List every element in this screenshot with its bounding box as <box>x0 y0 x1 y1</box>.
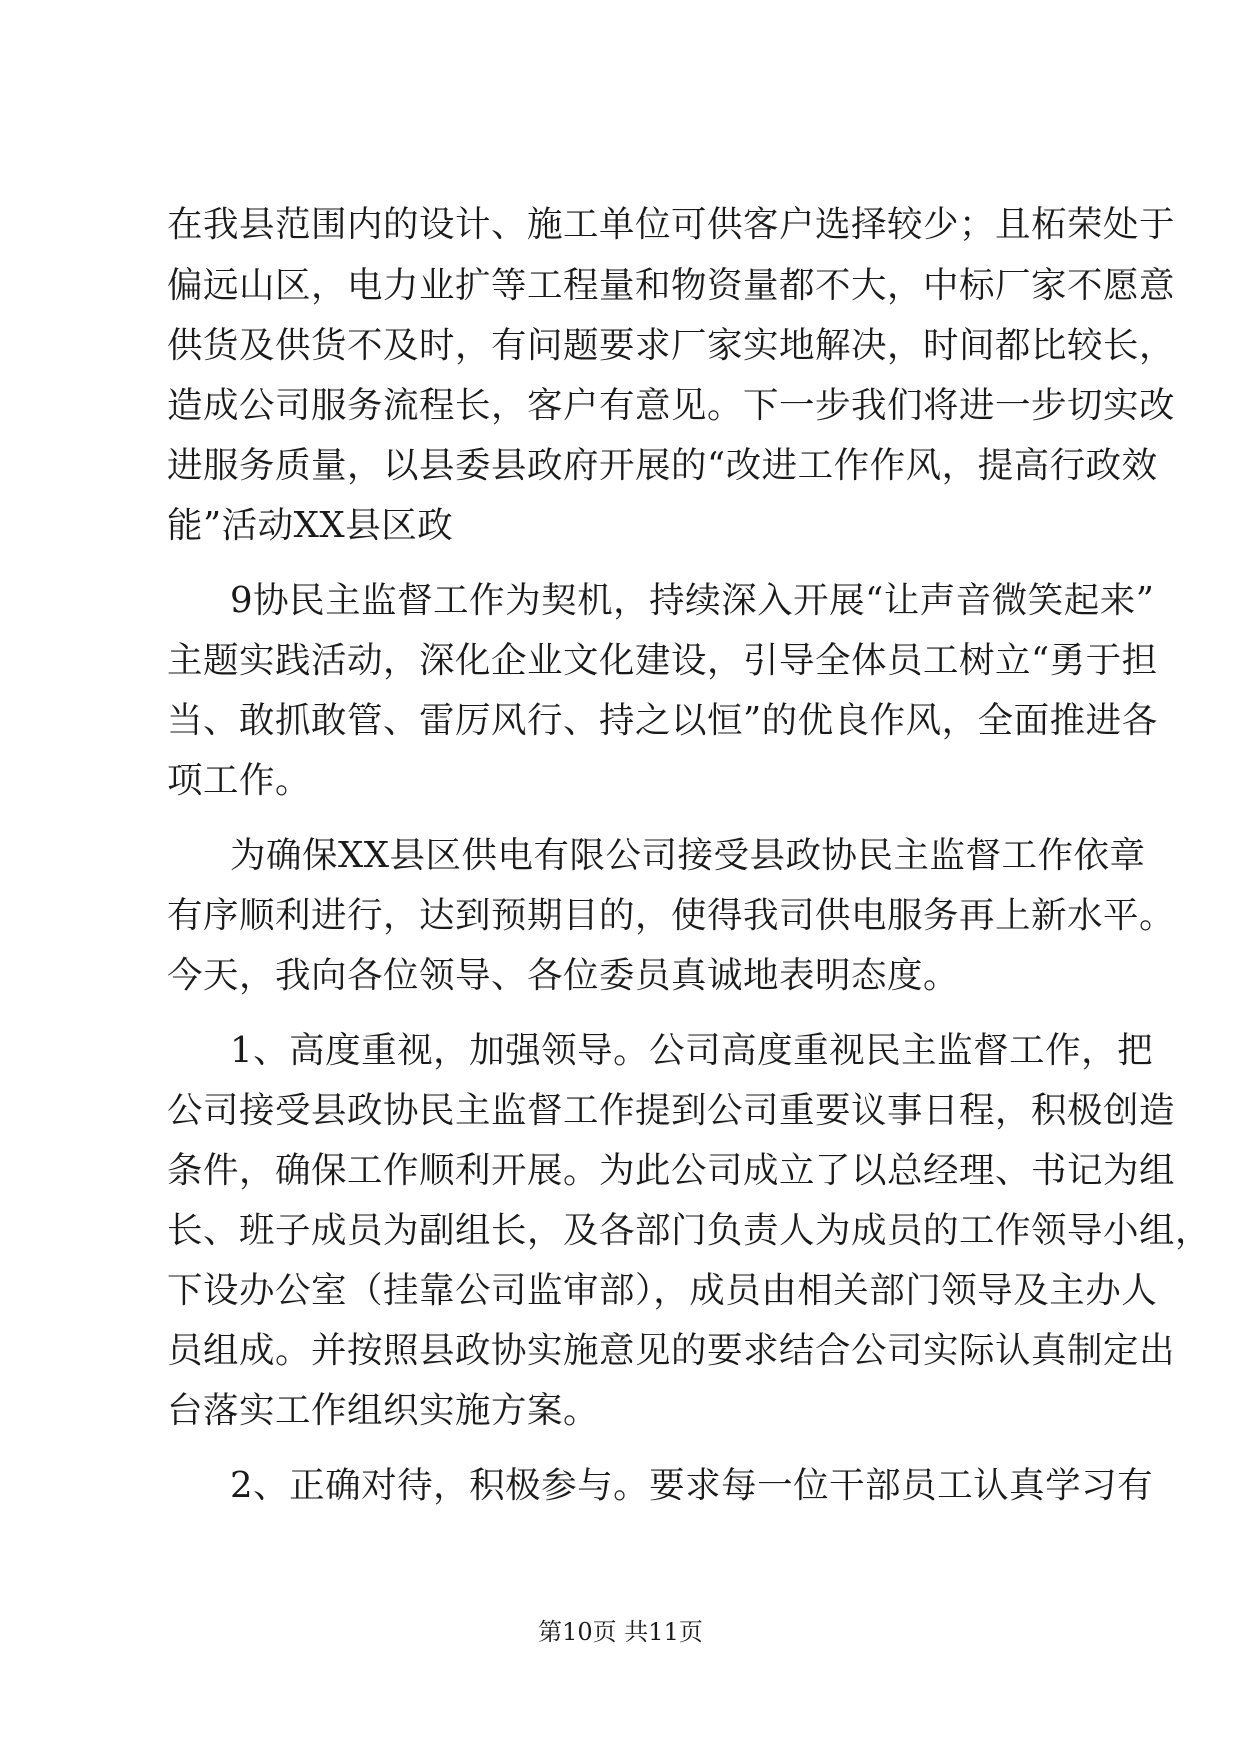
text-line: 下设办公室（挂靠公司监审部），成员由相关部门领导及主办人 <box>167 1270 1158 1311</box>
paragraph-first-line: 2、正确对待，积极参与。要求每一位干部员工认真学习有 <box>230 1465 1154 1506</box>
text-line: 员组成。并按照县政协实施意见的要求结合公司实际认真制定出 <box>167 1330 1176 1371</box>
text-line: 偏远山区，电力业扩等工程量和物资量都不大，中标厂家不愿意 <box>167 265 1176 306</box>
text-line: 主题实践活动，深化企业文化建设，引导全体员工树立“勇于担 <box>167 640 1158 681</box>
text-line: 有序顺利进行，达到预期目的，使得我司供电服务再上新水平。 <box>167 895 1176 936</box>
paragraph-first-line: 1、高度重视，加强领导。公司高度重视民主监督工作，把 <box>230 1030 1154 1071</box>
text-line: 台落实工作组织实施方案。 <box>167 1390 600 1431</box>
paragraph-first-line: 9协民主监督工作为契机，持续深入开展“让声音微笑起来” <box>230 580 1155 621</box>
text-line: 今天，我向各位领导、各位委员真诚地表明态度。 <box>167 955 960 996</box>
text-line: 项工作。 <box>167 760 312 801</box>
text-line: 在我县范围内的设计、施工单位可供客户选择较少；且柘荣处于 <box>167 204 1176 245</box>
page-number-footer: 第10页 共11页 <box>538 1618 703 1646</box>
text-line: 供货及供货不及时，有问题要求厂家实地解决，时间都比较长， <box>167 325 1176 366</box>
text-line: 进服务质量，以县委县政府开展的“改进工作作风，提高行政效 <box>167 445 1158 486</box>
text-line: 造成公司服务流程长，客户有意见。下一步我们将进一步切实改 <box>167 385 1176 426</box>
paragraph-first-line: 为确保XX县区供电有限公司接受县政协民主监督工作依章 <box>230 835 1146 876</box>
text-line: 长、班子成员为副组长，及各部门负责人为成员的工作领导小组， <box>167 1210 1212 1251</box>
text-line: 公司接受县政协民主监督工作提到公司重要议事日程，积极创造 <box>167 1090 1176 1131</box>
text-line: 条件，确保工作顺利开展。为此公司成立了以总经理、书记为组 <box>167 1150 1176 1191</box>
text-line: 能”活动XX县区政 <box>167 505 454 546</box>
text-line: 当、敢抓敢管、雷厉风行、持之以恒”的优良作风，全面推进各 <box>167 700 1158 741</box>
